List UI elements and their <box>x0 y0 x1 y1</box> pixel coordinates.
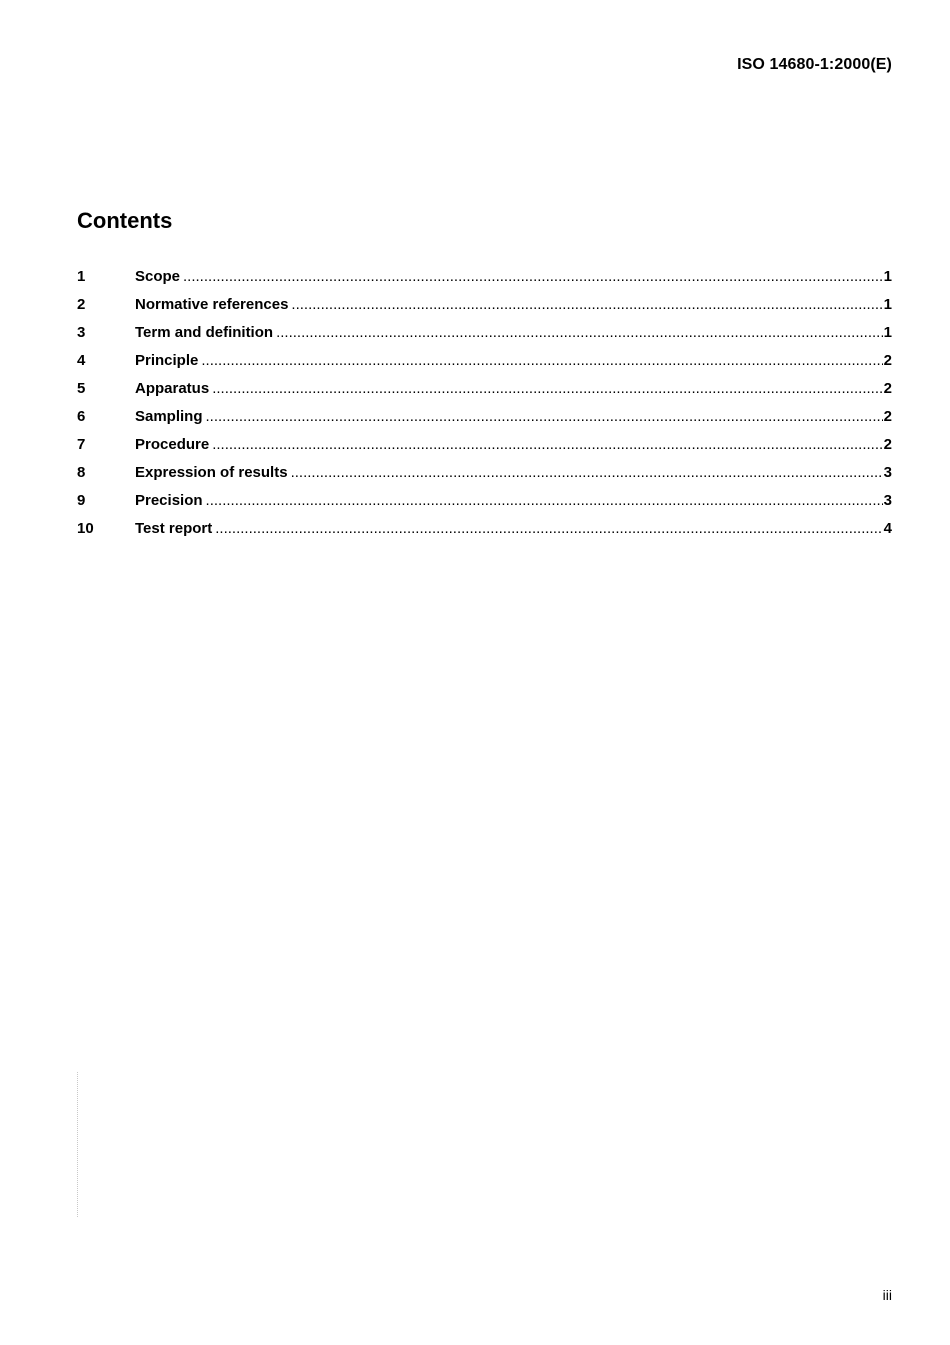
toc-dot-leader <box>215 520 882 537</box>
toc-entry-expression-of-results[interactable] <box>77 464 892 492</box>
toc-entry-test-report[interactable] <box>77 520 892 548</box>
toc-entry-page: 4 <box>883 520 892 537</box>
toc-entry-page: 1 <box>883 296 892 313</box>
toc-dot-leader <box>276 324 883 341</box>
toc-dot-leader <box>201 352 882 369</box>
toc-dot-leader <box>212 436 882 453</box>
toc-entry-title: Test report <box>135 520 213 537</box>
page-number: iii <box>882 1287 892 1303</box>
toc-entry-title: Precision <box>135 492 203 509</box>
toc-dot-leader <box>212 380 882 397</box>
toc-entry-title: Term and definition <box>135 324 274 341</box>
toc-entry-title: Expression of results <box>135 464 288 481</box>
toc-entry-title: Sampling <box>135 408 203 425</box>
toc-entry-page: 2 <box>883 380 892 397</box>
toc-dot-leader <box>291 464 883 481</box>
toc-dot-leader <box>183 268 883 285</box>
side-margin-watermark <box>77 1072 86 1217</box>
toc-entry-page: 1 <box>883 324 892 341</box>
toc-entry-number: 8 <box>77 464 86 481</box>
toc-entry-page: 2 <box>883 352 892 369</box>
toc-entry-precision[interactable] <box>77 492 892 520</box>
toc-entry-number: 3 <box>77 324 86 341</box>
toc-entry-number: 9 <box>77 492 86 509</box>
document-identifier: ISO 14680-1:2000(E) <box>737 56 892 73</box>
toc-entry-apparatus[interactable] <box>77 380 892 408</box>
toc-entry-sampling[interactable] <box>77 408 892 436</box>
toc-dot-leader <box>206 408 883 425</box>
toc-entry-page: 3 <box>883 464 892 481</box>
toc-dot-leader <box>291 296 882 313</box>
toc-entry-number: 1 <box>77 268 86 285</box>
toc-entry-number: 2 <box>77 296 86 313</box>
toc-dot-leader <box>206 492 883 509</box>
toc-entry-page: 3 <box>883 492 892 509</box>
toc-entry-scope[interactable] <box>77 268 892 296</box>
toc-entry-principle[interactable] <box>77 352 892 380</box>
toc-entry-title: Principle <box>135 352 199 369</box>
toc-entry-procedure[interactable] <box>77 436 892 464</box>
toc-entry-normative-references[interactable] <box>77 296 892 324</box>
toc-entry-term-and-definition[interactable] <box>77 324 892 352</box>
toc-entry-page: 1 <box>883 268 892 285</box>
toc-entry-number: 6 <box>77 408 86 425</box>
toc-entry-number: 5 <box>77 380 86 397</box>
toc-entry-page: 2 <box>883 408 892 425</box>
contents-heading: Contents <box>77 208 173 233</box>
toc-entry-title: Apparatus <box>135 380 210 397</box>
toc-entry-number: 4 <box>77 352 86 369</box>
toc-entry-title: Procedure <box>135 436 210 453</box>
toc-entry-page: 2 <box>883 436 892 453</box>
table-of-contents <box>77 268 892 548</box>
toc-entry-number: 7 <box>77 436 86 453</box>
toc-entry-title: Normative references <box>135 296 289 313</box>
toc-entry-title: Scope <box>135 268 181 285</box>
toc-entry-number: 10 <box>77 520 94 537</box>
